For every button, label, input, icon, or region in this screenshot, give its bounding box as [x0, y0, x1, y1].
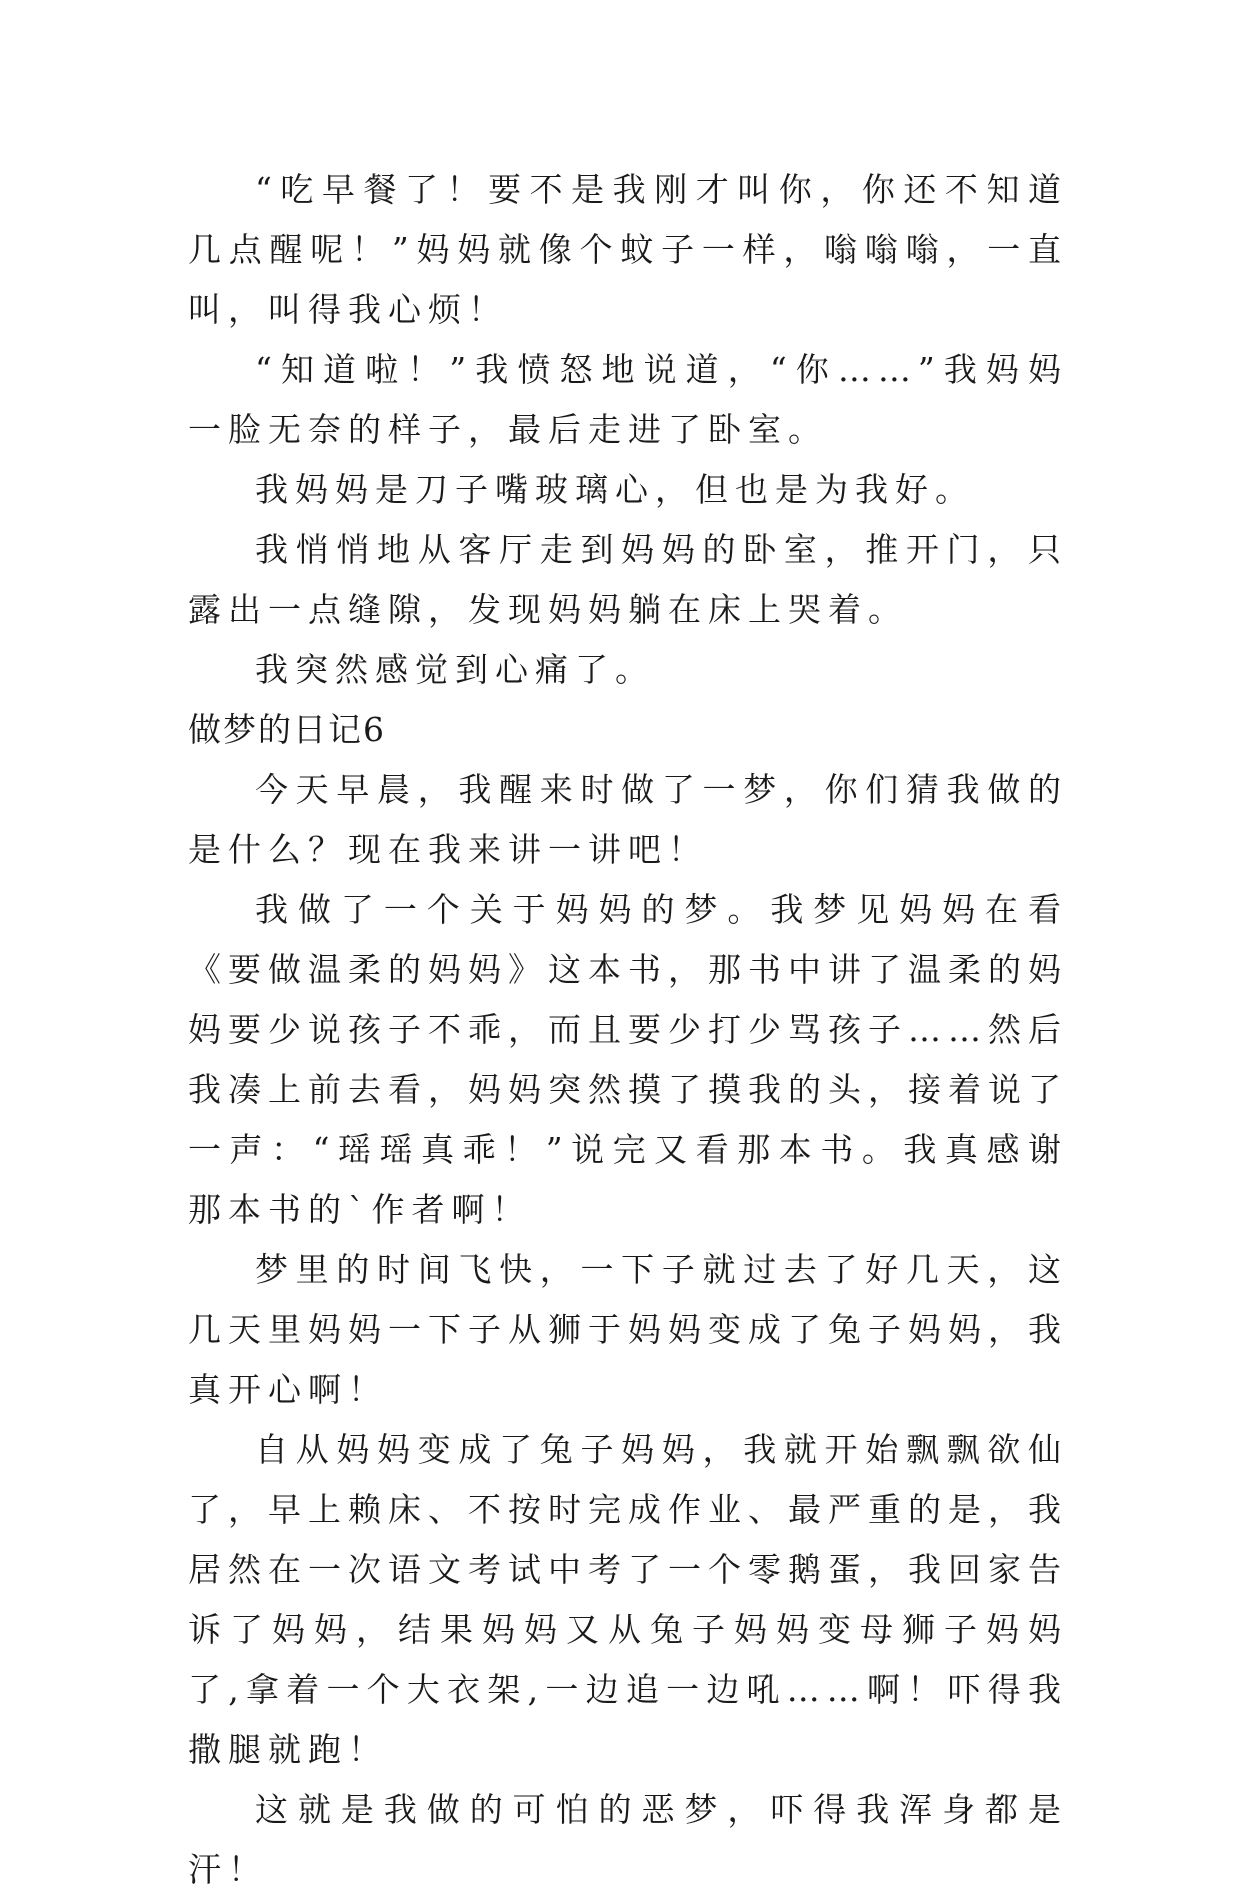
paragraph: “吃早餐了！要不是我刚才叫你，你还不知道几点醒呢！”妈妈就像个蚊子一样，嗡嗡嗡，一直叫，叫得我心烦！: [188, 170, 1068, 329]
paragraph: “知道啦！”我愤怒地说道，“你……”我妈妈一脸无奈的样子，最后走进了卧室。: [188, 350, 1068, 449]
paragraph: 梦里的时间飞快，一下子就过去了好几天，这几天里妈妈一下子从狮于妈妈变成了兔子妈妈，我真开心啊！: [188, 1250, 1068, 1409]
document-body: [188, 160, 1068, 1900]
paragraph: 自从妈妈变成了兔子妈妈，我就开始飘飘欲仙了，早上赖床、不按时完成作业、最严重的是，我居然在一次语文考试中考了一个零鹅蛋，我回家告诉了妈妈，结果妈妈又从兔子妈妈变母狮子妈妈了,拿着一个大衣架,一边追一边吼……啊！吓得我撒腿就跑！: [188, 1430, 1068, 1769]
paragraph: 我悄悄地从客厅走到妈妈的卧室，推开门，只露出一点缝隙，发现妈妈躺在床上哭着。: [188, 530, 1068, 629]
section-heading: 做梦的日记6: [188, 710, 386, 749]
paragraph: 我妈妈是刀子嘴玻璃心，但也是为我好。: [255, 470, 975, 509]
paragraph: 今天早晨，我醒来时做了一梦，你们猜我做的是什么？现在我来讲一讲吧！: [188, 770, 1068, 869]
paragraph: 我做了一个关于妈妈的梦。我梦见妈妈在看《要做温柔的妈妈》这本书，那书中讲了温柔的妈妈要少说孩子不乖，而且要少打少骂孩子……然后我凑上前去看，妈妈突然摸了摸我的头，接着说了一声：“瑶瑶真乖！”说完又看那本书。我真感谢那本书的`作者啊！: [188, 890, 1068, 1229]
paragraph: 这就是我做的可怕的恶梦，吓得我浑身都是汗！: [188, 1790, 1068, 1889]
paragraph: 我突然感觉到心痛了。: [255, 650, 655, 689]
